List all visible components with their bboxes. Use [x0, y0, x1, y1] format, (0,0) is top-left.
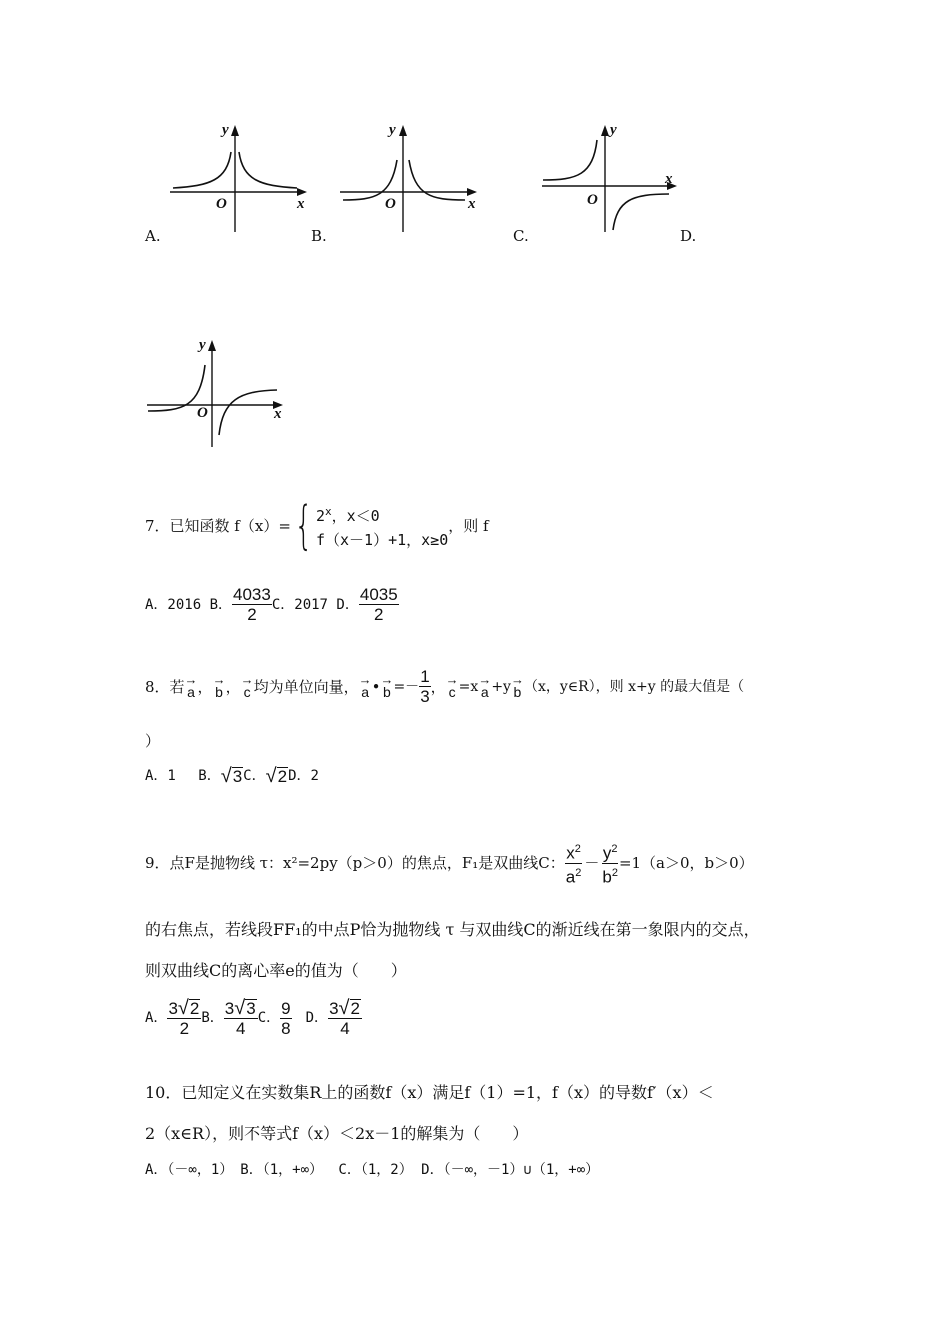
- graph-a: [165, 120, 315, 240]
- graph-a-label: A.: [145, 227, 161, 245]
- graph-a-origin-label: O: [216, 196, 227, 212]
- q9-option-b-value: 3 √ 3 4: [224, 997, 256, 1038]
- q8-option-a: A．1 B．: [145, 768, 221, 784]
- graph-a-x-label: x: [297, 196, 305, 212]
- question-8: 8．若 → a ， → b ， → c 均为单位向量， → a • → b =－ $\frac{1}{3}$ ， → c =x → a +y → b （x，y∈R），则 x+y 的最大值是（: [145, 667, 745, 706]
- graph-d-y-label: y: [199, 337, 206, 353]
- q8-sqrt-3: √ 3: [220, 765, 243, 787]
- q7-prefix: 7．已知函数 f（x）=: [145, 517, 291, 535]
- q7-options: [145, 585, 399, 624]
- q9-line-3: 则双曲线C的离心率e的值为（ ）: [145, 961, 407, 980]
- graph-c: [537, 120, 687, 240]
- q7-case-2: f（x－1）+1，x≥0: [316, 531, 449, 549]
- graph-d-x-label: x: [274, 406, 282, 422]
- q10-line-1: 10．已知定义在实数集R上的函数f（x）满足f（1）=1，f（x）的导数f′（x）＜: [145, 1083, 714, 1102]
- graph-d-origin-label: O: [197, 405, 208, 421]
- q8-line-2: ）: [145, 732, 161, 750]
- q9-option-c: C．: [257, 1010, 281, 1026]
- q8-sqrt-2: √ 2: [265, 765, 288, 787]
- q9-option-b: B．: [201, 1010, 224, 1026]
- graph-c-y-label: y: [610, 122, 617, 138]
- q8-tail: （x，y∈R），则 x+y 的最大值是（: [523, 678, 745, 695]
- graph-d-label: D.: [680, 227, 697, 245]
- question-7: [145, 496, 489, 556]
- q7-option-a: A．2016 B．: [145, 596, 233, 613]
- graph-c-x-label: x: [665, 171, 673, 187]
- q9-option-a-value: 3 √ 2 2: [168, 997, 200, 1038]
- q9-line-2: 的右焦点，若线段FF₁的中点P恰为抛物线 τ 与双曲线C的渐近线在第一象限内的交点，: [145, 920, 760, 939]
- q7-option-c: C．2017 D．: [271, 596, 359, 613]
- vector-b: → b: [212, 671, 226, 700]
- q8-fraction: $\frac{1}{3}$: [420, 667, 430, 706]
- q9-line-1a: 9．点F是抛物线 τ：x²=2py（p＞0）的焦点，F₁是双曲线C：: [145, 854, 565, 873]
- question-9: 9．点F是抛物线 τ：x²=2py（p＞0）的焦点，F₁是双曲线C： $\frac{x^2}{a^2}$ － $\frac{y^2}{b^2}$ =1（a＞0，b＞0）: [145, 840, 754, 886]
- q7-option-b-fraction: $\frac{4033}{2}$: [233, 585, 271, 624]
- q10-line-2: 2（x∈R），则不等式f（x）＜2x－1的解集为（ ）: [145, 1124, 529, 1143]
- graph-c-label: C.: [513, 227, 529, 245]
- q8-options: A．1 B． √ 3 C． √ 2 D．2: [145, 765, 319, 787]
- q7-suffix: ，则 f: [448, 517, 489, 535]
- graph-d: [145, 335, 295, 455]
- q8-prefix: 8．若: [145, 677, 185, 696]
- graph-b-x-label: x: [468, 196, 476, 212]
- graph-a-y-label: y: [222, 122, 229, 138]
- q7-case-1: 2$^x$，x＜0: [316, 505, 380, 525]
- brace-icon: {: [294, 496, 313, 556]
- q9-option-c-value: $\frac{9}{8}$: [281, 998, 291, 1038]
- q7-option-d-fraction: $\frac{4035}{2}$: [359, 585, 398, 624]
- q9-x2-over-a2: $\frac{x^2}{a^2}$: [565, 840, 583, 886]
- q10-options: A．（－∞，1） B．（1，+∞） C．（1，2） D．（－∞，－1）∪（1，+∞）: [145, 1162, 600, 1178]
- q9-options: [145, 998, 362, 1038]
- q9-option-a: A．: [145, 1010, 168, 1026]
- vector-c: → c: [240, 671, 254, 700]
- graph-b-y-label: y: [389, 122, 396, 138]
- q9-option-d-value: 3 √ 2 4: [329, 997, 360, 1038]
- q9-y2-over-b2: $\frac{y^2}{b^2}$: [601, 840, 619, 886]
- graph-b: [335, 120, 485, 240]
- graph-b-label: B.: [311, 227, 327, 245]
- graph-c-origin-label: O: [587, 192, 598, 208]
- q9-line-1b: =1（a＞0，b＞0）: [618, 854, 754, 873]
- q9-option-d: D．: [291, 1010, 329, 1026]
- graph-b-origin-label: O: [385, 196, 396, 212]
- q7-piecewise: [291, 496, 449, 556]
- vector-a: → a: [184, 671, 198, 700]
